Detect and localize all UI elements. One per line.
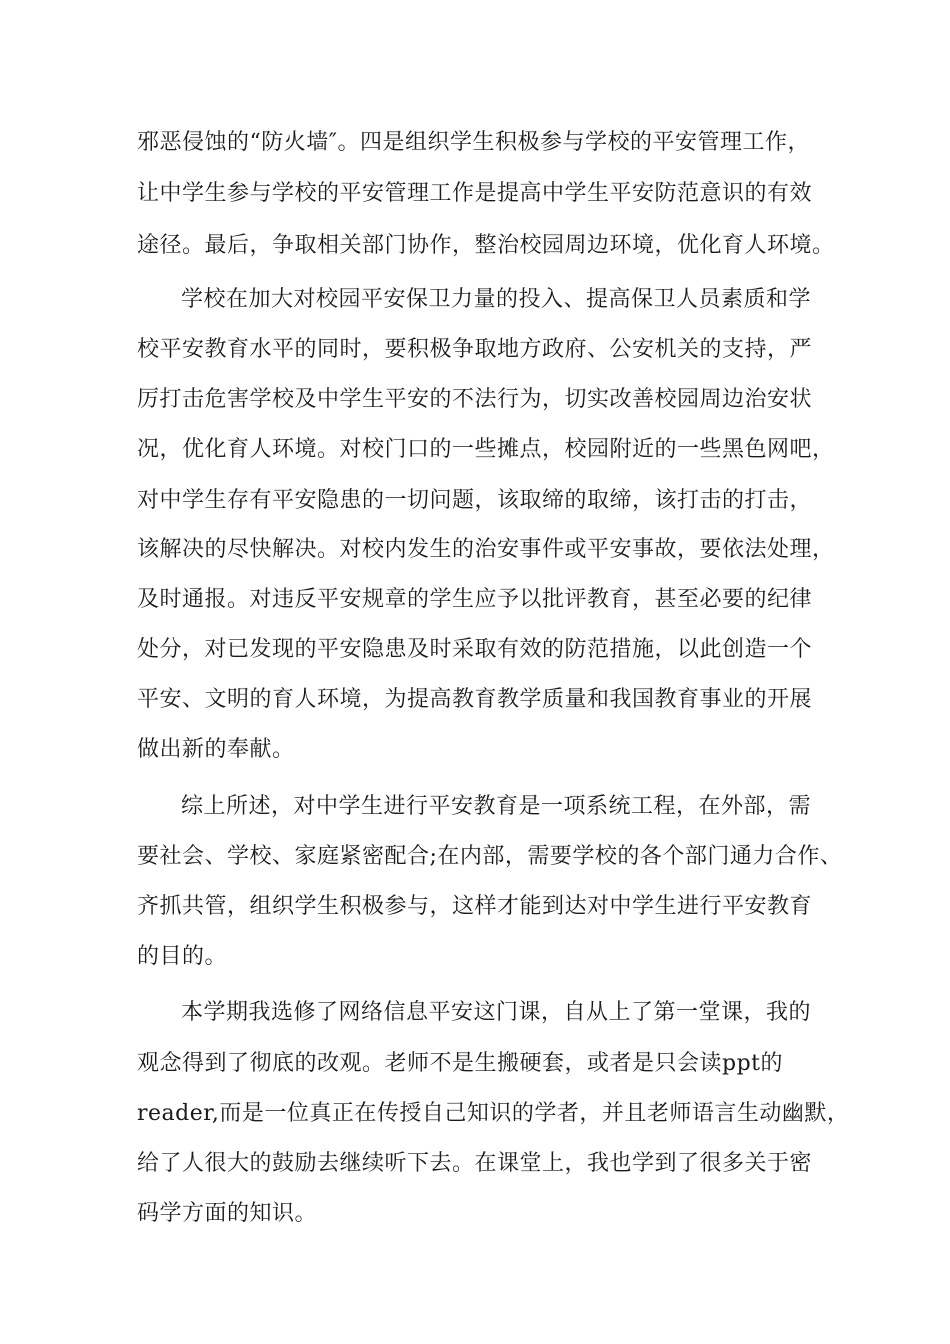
text-line: 邪恶侵蚀的“防火墙″。四是组织学生积极参与学校的平安管理工作， (137, 130, 810, 155)
paragraph-first-line: 学校在加大对校园平安保卫力量的投入、提高保卫人员素质和学 (181, 287, 812, 312)
text-line: 做出新的奉献。 (137, 737, 295, 762)
text-line: 该解决的尽快解决。对校内发生的治安事件或平安事故，要依法处理， (137, 537, 835, 562)
text-line: 给了人很大的鼓励去继续听下去。在课堂上，我也学到了很多关于密 (137, 1151, 813, 1176)
paragraph-first-line: 本学期我选修了网络信息平安这门课，自从上了第一堂课，我的 (181, 1000, 812, 1025)
text-line: 厉打击危害学校及中学生平安的不法行为，切实改善校园周边治安状 (137, 387, 813, 412)
text-line: 的目的。 (137, 944, 228, 969)
text-line: 观念得到了彻底的改观。老师不是生搬硬套，或者是只会读ppt的 (137, 1051, 784, 1076)
text-line: 况，优化育人环境。对校门口的一些摊点，校园附近的一些黑色网吧， (137, 437, 835, 462)
paragraph-first-line: 综上所述，对中学生进行平安教育是一项系统工程，在外部，需 (181, 794, 812, 819)
text-line: reader,而是一位真正在传授自己知识的学者，并且老师语言生动幽默， (137, 1101, 850, 1126)
text-line: 校平安教育水平的同时，要积极争取地方政府、公安机关的支持，严 (137, 337, 813, 362)
text-line: 途径。最后，争取相关部门协作，整治校园周边环境，优化育人环境。 (137, 233, 835, 258)
text-line: 要社会、学校、家庭紧密配合;在内部，需要学校的各个部门通力合作、 (137, 844, 843, 869)
text-line: 处分，对已发现的平安隐患及时采取有效的防范措施，以此创造一个 (137, 637, 813, 662)
text-line: 码学方面的知识。 (137, 1201, 318, 1226)
text-line: 让中学生参与学校的平安管理工作是提高中学生平安防范意识的有效 (137, 181, 813, 206)
text-line: 及时通报。对违反平安规章的学生应予以批评教育，甚至必要的纪律 (137, 587, 813, 612)
text-line: 平安、文明的育人环境，为提高教育教学质量和我国教育事业的开展 (137, 687, 813, 712)
text-line: 对中学生存有平安隐患的一切问题，该取缔的取缔，该打击的打击， (137, 488, 813, 513)
text-line: 齐抓共管，组织学生积极参与，这样才能到达对中学生进行平安教育 (137, 894, 813, 919)
